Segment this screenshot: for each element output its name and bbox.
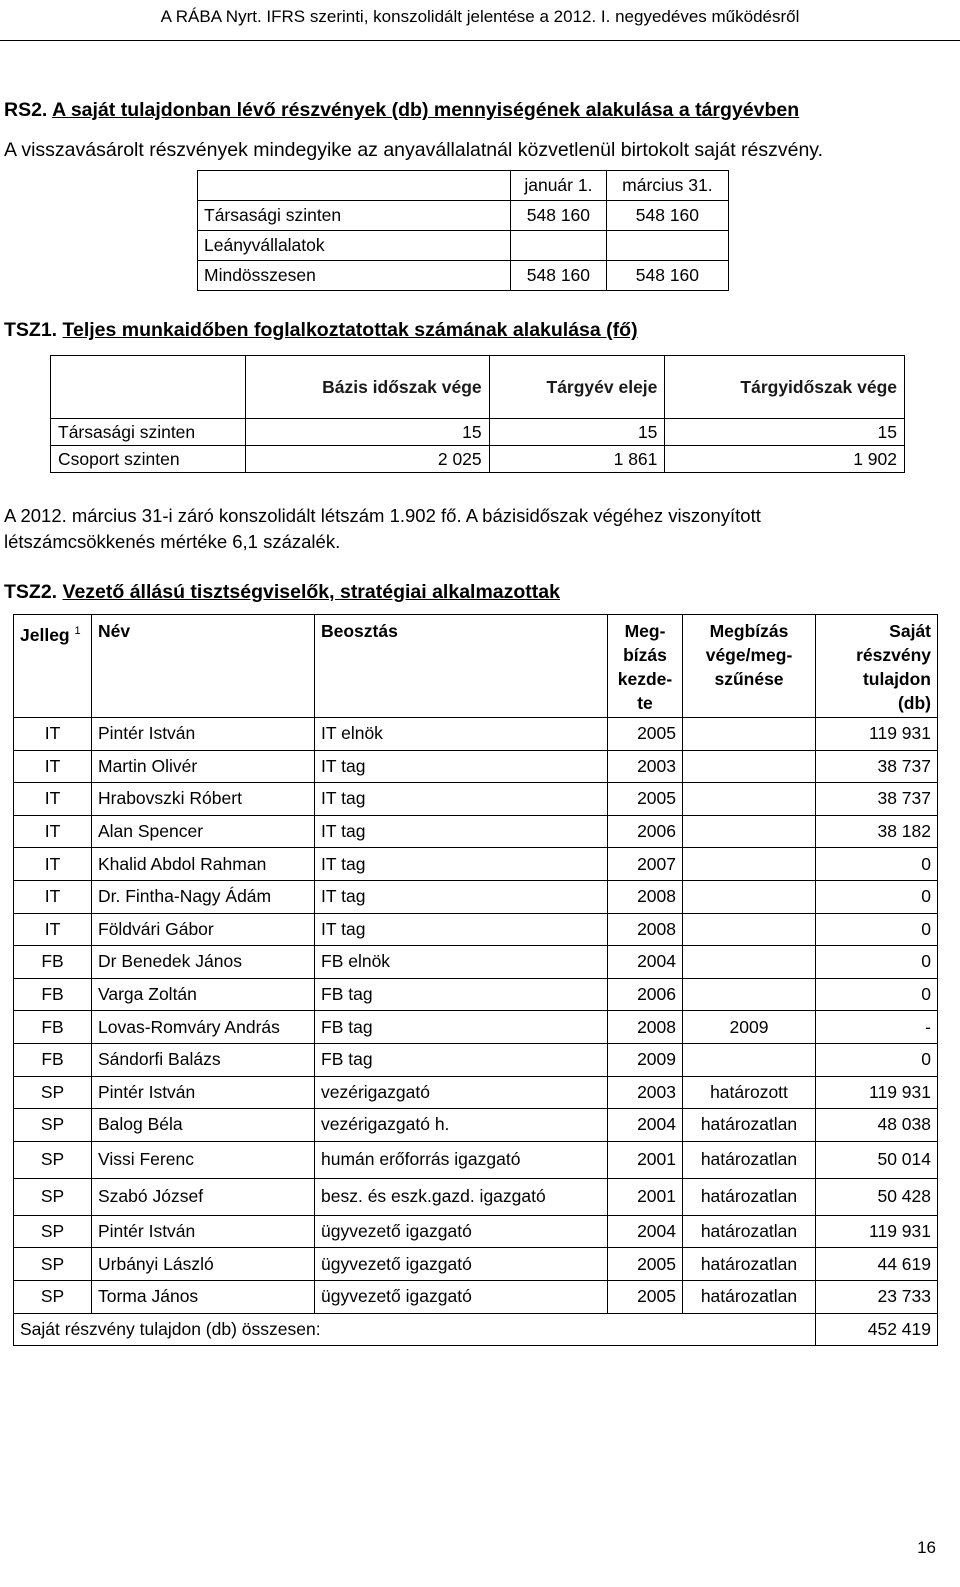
cell-type: SP <box>14 1076 92 1109</box>
table-row <box>14 978 938 1011</box>
tsz1-title: Teljes munkaidőben foglalkoztatottak számának alakulása (fő) <box>62 319 638 341</box>
cell-end: határozatlan <box>683 1178 816 1215</box>
cell-shares: 38 737 <box>816 783 938 816</box>
row-label: Társasági szinten <box>51 419 246 446</box>
cell-name: Dr Benedek János <box>92 946 315 979</box>
row-label: Társasági szinten <box>198 201 511 231</box>
rs2-title: A saját tulajdonban lévő részvények (db) mennyiségének alakulása a tárgyévben <box>52 99 800 121</box>
cell-start: 2005 <box>608 1280 683 1313</box>
table-row <box>14 946 938 979</box>
cell-name: Balog Béla <box>92 1109 315 1142</box>
header-cell: január 1. <box>511 171 607 201</box>
cell-start: 2003 <box>608 750 683 783</box>
tsz1-heading <box>4 318 638 342</box>
cell-end: 2009 <box>683 1011 816 1044</box>
cell-type: IT <box>14 848 92 881</box>
table-row <box>14 718 938 751</box>
cell-shares: 0 <box>816 946 938 979</box>
cell-end: határozott <box>683 1076 816 1109</box>
cell-start: 2008 <box>608 880 683 913</box>
cell-name: Földvári Gábor <box>92 913 315 946</box>
cell-end <box>683 1043 816 1076</box>
cell: 15 <box>489 419 665 446</box>
table-row <box>14 783 938 816</box>
cell-end <box>683 815 816 848</box>
cell-name: Khalid Abdol Rahman <box>92 848 315 881</box>
cell-name: Pintér István <box>92 1215 315 1248</box>
table-row <box>14 1109 938 1142</box>
rs2-code: RS2. <box>4 99 48 121</box>
cell-end: határozatlan <box>683 1109 816 1142</box>
cell-name: Urbányi László <box>92 1248 315 1281</box>
cell-position: vezérigazgató <box>315 1076 608 1109</box>
header-cell <box>51 356 246 419</box>
table-row <box>198 231 729 261</box>
cell-end <box>683 718 816 751</box>
cell-shares: - <box>816 1011 938 1044</box>
cell-position: ügyvezető igazgató <box>315 1215 608 1248</box>
header-cell: március 31. <box>606 171 728 201</box>
cell-position: ügyvezető igazgató <box>315 1248 608 1281</box>
header-cell-end: Megbízás vége/meg- szűnése <box>683 615 816 718</box>
cell-name: Pintér István <box>92 718 315 751</box>
cell-type: SP <box>14 1280 92 1313</box>
cell-start: 2004 <box>608 1109 683 1142</box>
cell-position: humán erőforrás igazgató <box>315 1141 608 1178</box>
cell-type: FB <box>14 978 92 1011</box>
cell-shares: 119 931 <box>816 718 938 751</box>
cell-position: FB tag <box>315 1043 608 1076</box>
cell-type: IT <box>14 880 92 913</box>
total-value: 452 419 <box>816 1313 938 1346</box>
total-label: Saját részvény tulajdon (db) összesen: <box>14 1313 816 1346</box>
cell-type: IT <box>14 815 92 848</box>
table-row <box>14 750 938 783</box>
row-label: Mindösszesen <box>198 261 511 291</box>
cell <box>511 231 607 261</box>
cell-type: IT <box>14 783 92 816</box>
cell: 2 025 <box>246 446 490 473</box>
cell-end: határozatlan <box>683 1280 816 1313</box>
cell-type: IT <box>14 718 92 751</box>
header-cell: Tárgyév eleje <box>489 356 665 419</box>
cell-name: Szabó József <box>92 1178 315 1215</box>
header-cell-position: Beosztás <box>315 615 608 718</box>
header-cell-type: Jelleg $^1$ <box>14 615 92 718</box>
rs2-note: A visszavásárolt részvények mindegyike az anyavállalatnál közvetlenül birtokolt saját részvény. <box>4 139 824 161</box>
cell-start: 2004 <box>608 1215 683 1248</box>
table-row <box>14 1141 938 1178</box>
cell: 15 <box>665 419 905 446</box>
tsz2-heading <box>4 580 560 604</box>
cell-start: 2003 <box>608 1076 683 1109</box>
cell-shares: 0 <box>816 1043 938 1076</box>
cell-name: Torma János <box>92 1280 315 1313</box>
cell-start: 2004 <box>608 946 683 979</box>
cell-position: IT tag <box>315 913 608 946</box>
header-cell <box>198 171 511 201</box>
cell-end <box>683 783 816 816</box>
cell-position: IT tag <box>315 880 608 913</box>
cell-shares: 48 038 <box>816 1109 938 1142</box>
table-row <box>14 815 938 848</box>
table-row <box>51 419 905 446</box>
cell: 15 <box>246 419 490 446</box>
cell-shares: 0 <box>816 913 938 946</box>
cell-name: Hrabovszki Róbert <box>92 783 315 816</box>
cell-position: FB elnök <box>315 946 608 979</box>
cell-position: vezérigazgató h. <box>315 1109 608 1142</box>
cell-type: SP <box>14 1141 92 1178</box>
total-row <box>14 1313 938 1346</box>
cell-name: Varga Zoltán <box>92 978 315 1011</box>
cell-type: SP <box>14 1215 92 1248</box>
cell-name: Vissi Ferenc <box>92 1141 315 1178</box>
header-cell-name: Név <box>92 615 315 718</box>
table-header-row <box>14 615 938 718</box>
cell-start: 2007 <box>608 848 683 881</box>
header-cell: Tárgyidőszak vége <box>665 356 905 419</box>
table-header-row <box>198 171 729 201</box>
cell-start: 2009 <box>608 1043 683 1076</box>
cell-type: SP <box>14 1178 92 1215</box>
cell-position: FB tag <box>315 978 608 1011</box>
cell-start: 2001 <box>608 1141 683 1178</box>
page-header: A RÁBA Nyrt. IFRS szerinti, konszolidált jelentése a 2012. I. negyedéves működésről <box>0 0 960 41</box>
cell-position: IT tag <box>315 815 608 848</box>
cell-name: Lovas-Romváry András <box>92 1011 315 1044</box>
table-row <box>14 848 938 881</box>
table-row <box>14 1043 938 1076</box>
cell-start: 2006 <box>608 978 683 1011</box>
cell: 548 160 <box>606 201 728 231</box>
cell-start: 2005 <box>608 783 683 816</box>
cell-type: IT <box>14 913 92 946</box>
row-label: Csoport szinten <box>51 446 246 473</box>
cell-position: besz. és eszk.gazd. igazgató <box>315 1178 608 1215</box>
cell-name: Dr. Fintha-Nagy Ádám <box>92 880 315 913</box>
cell-end <box>683 750 816 783</box>
table-row <box>51 446 905 473</box>
page-number: 16 <box>917 1538 936 1557</box>
cell: 1 902 <box>665 446 905 473</box>
table-row <box>14 880 938 913</box>
table-row <box>14 1280 938 1313</box>
cell-name: Pintér István <box>92 1076 315 1109</box>
cell-type: IT <box>14 750 92 783</box>
cell-shares: 0 <box>816 880 938 913</box>
cell-position: IT tag <box>315 783 608 816</box>
tsz2-table <box>13 614 938 1346</box>
row-label: Leányvállalatok <box>198 231 511 261</box>
table-row <box>198 261 729 291</box>
cell-type: SP <box>14 1109 92 1142</box>
cell-position: FB tag <box>315 1011 608 1044</box>
cell-shares: 50 428 <box>816 1178 938 1215</box>
cell-type: FB <box>14 946 92 979</box>
cell-shares: 0 <box>816 848 938 881</box>
cell-start: 2005 <box>608 718 683 751</box>
tsz1-para-1: A 2012. március 31-i záró konszolidált létszám 1.902 fő. A bázisidőszak végéhez viszonyított <box>4 505 761 526</box>
cell-start: 2001 <box>608 1178 683 1215</box>
tsz1-code: TSZ1. <box>4 319 58 341</box>
table-row <box>14 1248 938 1281</box>
cell: 548 160 <box>606 261 728 291</box>
table-row <box>14 1011 938 1044</box>
cell-name: Martin Olivér <box>92 750 315 783</box>
table-row <box>14 1178 938 1215</box>
cell-end: határozatlan <box>683 1248 816 1281</box>
cell-end <box>683 978 816 1011</box>
cell-name: Alan Spencer <box>92 815 315 848</box>
table-row <box>14 913 938 946</box>
tsz1-para-2: létszámcsökkenés mértéke 6,1 százalék. <box>4 531 341 552</box>
cell-position: IT elnök <box>315 718 608 751</box>
cell-start: 2008 <box>608 1011 683 1044</box>
cell-start: 2006 <box>608 815 683 848</box>
cell-name: Sándorfi Balázs <box>92 1043 315 1076</box>
cell-end <box>683 913 816 946</box>
table-row <box>198 201 729 231</box>
cell: 548 160 <box>511 201 607 231</box>
header-cell-start: Meg- bízás kezde- te <box>608 615 683 718</box>
cell-start: 2005 <box>608 1248 683 1281</box>
cell: 548 160 <box>511 261 607 291</box>
rs2-table <box>197 170 729 291</box>
cell-end: határozatlan <box>683 1141 816 1178</box>
cell-shares: 38 182 <box>816 815 938 848</box>
cell-position: IT tag <box>315 750 608 783</box>
cell-end <box>683 946 816 979</box>
tsz1-table <box>50 355 905 473</box>
table-row <box>14 1076 938 1109</box>
rs2-heading <box>4 98 799 122</box>
cell-end: határozatlan <box>683 1215 816 1248</box>
cell-type: FB <box>14 1011 92 1044</box>
cell-shares: 119 931 <box>816 1215 938 1248</box>
cell-shares: 0 <box>816 978 938 1011</box>
cell: 1 861 <box>489 446 665 473</box>
cell-shares: 44 619 <box>816 1248 938 1281</box>
cell <box>606 231 728 261</box>
header-cell: Bázis időszak vége <box>246 356 490 419</box>
cell-shares: 23 733 <box>816 1280 938 1313</box>
cell-shares: 50 014 <box>816 1141 938 1178</box>
cell-position: IT tag <box>315 848 608 881</box>
cell-start: 2008 <box>608 913 683 946</box>
cell-type: SP <box>14 1248 92 1281</box>
cell-position: ügyvezető igazgató <box>315 1280 608 1313</box>
table-row <box>14 1215 938 1248</box>
cell-shares: 38 737 <box>816 750 938 783</box>
header-cell-shares: Saját részvény tulajdon (db) <box>816 615 938 718</box>
tsz2-title: Vezető állású tisztségviselők, stratégiai alkalmazottak <box>62 581 560 603</box>
cell-end <box>683 880 816 913</box>
cell-type: FB <box>14 1043 92 1076</box>
tsz2-code: TSZ2. <box>4 581 58 603</box>
cell-end <box>683 848 816 881</box>
cell-shares: 119 931 <box>816 1076 938 1109</box>
table-header-row <box>51 356 905 419</box>
